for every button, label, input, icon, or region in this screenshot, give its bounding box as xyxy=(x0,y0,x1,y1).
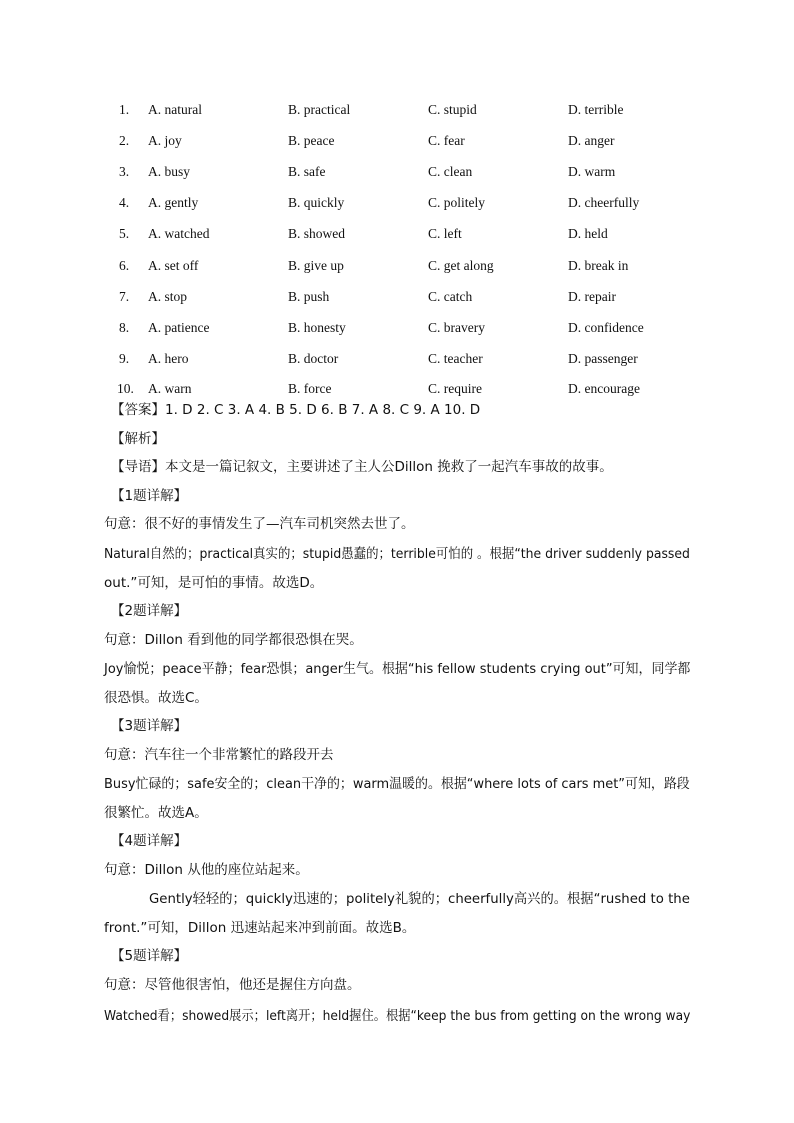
option-d: D. confidence xyxy=(568,320,644,335)
option-row xyxy=(0,102,794,124)
explanation-text: Gently轻轻的；quickly迅速的；politely礼貌的；cheerfully高兴的。根据“rushed to the xyxy=(149,891,690,907)
option-a: A. gently xyxy=(148,195,199,210)
option-c: C. fear xyxy=(428,133,465,148)
option-c: C. bravery xyxy=(428,320,485,335)
question-heading: 【2题详解】 xyxy=(111,603,188,619)
option-c: C. left xyxy=(428,226,462,241)
option-d: D. repair xyxy=(568,289,616,304)
question-heading: 【1题详解】 xyxy=(111,488,188,504)
sentence-meaning: 句意：汽车往一个非常繁忙的路段开去 xyxy=(104,747,334,763)
sentence-meaning: 句意：Dillon 看到他的同学都很恐惧在哭。 xyxy=(104,632,363,648)
question-heading: 【3题详解】 xyxy=(111,718,188,734)
explanation-text: front.”可知，Dillon 迅速站起来冲到前面。故选B。 xyxy=(104,920,416,936)
option-b: B. quickly xyxy=(288,195,345,210)
explanation-text: Watched看；showed展示；left离开；held握住。根据“keep the bus from getting on the wrong way xyxy=(104,1008,691,1024)
question-number: 10. xyxy=(117,381,134,396)
option-c: C. stupid xyxy=(428,102,477,117)
option-b: B. showed xyxy=(288,226,345,241)
option-a: A. watched xyxy=(148,226,210,241)
option-d: D. anger xyxy=(568,133,615,148)
option-c: C. catch xyxy=(428,289,473,304)
option-a: A. stop xyxy=(148,289,188,304)
sentence-meaning: 句意：Dillon 从他的座位站起来。 xyxy=(104,862,309,878)
question-number: 7. xyxy=(119,289,130,304)
option-a: A. busy xyxy=(148,164,191,179)
option-row xyxy=(0,320,794,342)
option-b: B. doctor xyxy=(288,351,339,366)
question-heading: 【4题详解】 xyxy=(111,833,188,849)
analysis-heading: 【解析】 xyxy=(111,431,165,447)
option-row xyxy=(0,226,794,248)
question-number: 4. xyxy=(119,195,130,210)
option-b: B. practical xyxy=(288,102,351,117)
option-b: B. give up xyxy=(288,258,344,273)
option-b: B. safe xyxy=(288,164,326,179)
option-row xyxy=(0,195,794,217)
question-number: 3. xyxy=(119,164,130,179)
explanation-text: Busy忙碌的；safe安全的；clean干净的；warm温暖的。根据“where lots of cars met”可知，路段 xyxy=(104,776,690,792)
option-a: A. warn xyxy=(148,381,192,396)
option-a: A. hero xyxy=(148,351,189,366)
explanation-text: 很繁忙。故选A。 xyxy=(104,805,208,821)
option-c: C. require xyxy=(428,381,482,396)
option-row xyxy=(0,258,794,280)
question-number: 1. xyxy=(119,102,130,117)
option-c: C. clean xyxy=(428,164,473,179)
option-d: D. terrible xyxy=(568,102,624,117)
option-a: A. joy xyxy=(148,133,182,148)
option-a: A. set off xyxy=(148,258,199,273)
option-d: D. warm xyxy=(568,164,616,179)
sentence-meaning: 句意：尽管他很害怕，他还是握住方向盘。 xyxy=(104,977,361,993)
question-heading: 【5题详解】 xyxy=(111,948,188,964)
sentence-meaning: 句意：很不好的事情发生了—汽车司机突然去世了。 xyxy=(104,516,415,532)
explanation-text: out.”可知，是可怕的事情。故选D。 xyxy=(104,575,324,591)
question-number: 9. xyxy=(119,351,130,366)
option-d: D. encourage xyxy=(568,381,640,396)
question-number: 6. xyxy=(119,258,130,273)
option-a: A. natural xyxy=(148,102,202,117)
option-row xyxy=(0,164,794,186)
option-d: D. break in xyxy=(568,258,629,273)
question-number: 8. xyxy=(119,320,130,335)
option-b: B. honesty xyxy=(288,320,346,335)
question-number: 5. xyxy=(119,226,130,241)
option-c: C. politely xyxy=(428,195,485,210)
option-c: C. teacher xyxy=(428,351,483,366)
explanation-text: 很恐惧。故选C。 xyxy=(104,690,208,706)
option-c: C. get along xyxy=(428,258,494,273)
option-row xyxy=(0,133,794,155)
option-b: B. force xyxy=(288,381,332,396)
option-row xyxy=(0,351,794,373)
option-d: D. passenger xyxy=(568,351,638,366)
option-d: D. held xyxy=(568,226,608,241)
question-number: 2. xyxy=(119,133,130,148)
option-b: B. push xyxy=(288,289,330,304)
explanation-text: Natural自然的；practical真实的；stupid愚蠢的；terrible可怕的 。根据“the driver suddenly passed xyxy=(104,546,690,562)
option-a: A. patience xyxy=(148,320,210,335)
option-b: B. peace xyxy=(288,133,335,148)
option-d: D. cheerfully xyxy=(568,195,640,210)
answer-key: 【答案】1. D 2. C 3. A 4. B 5. D 6. B 7. A 8. C 9. A 10. D xyxy=(111,402,481,418)
option-row xyxy=(0,289,794,311)
explanation-text: Joy愉悦；peace平静；fear恐惧；anger生气。根据“his fellow students crying out”可知，同学都 xyxy=(104,661,691,677)
intro-text: 【导语】本文是一篇记叙文，主要讲述了主人公Dillon 挽救了一起汽车事故的故事。 xyxy=(111,459,613,475)
